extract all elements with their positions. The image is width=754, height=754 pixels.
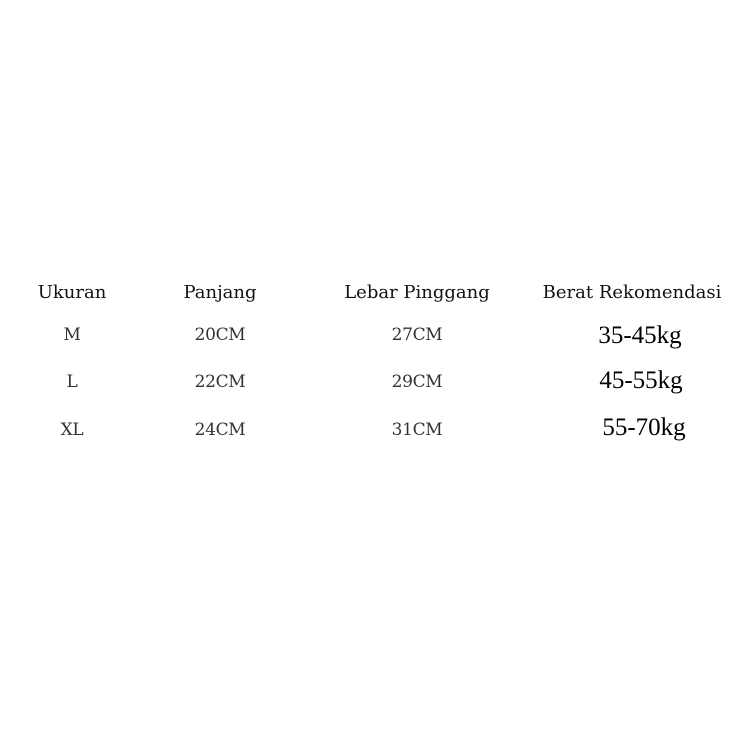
row-xl-waist: 31CM xyxy=(391,420,443,440)
row-m-waist: 27CM xyxy=(391,325,443,345)
header-ukuran: Ukuran xyxy=(37,282,107,303)
header-panjang: Panjang xyxy=(183,282,257,303)
row-l-weight: 45-55kg xyxy=(599,367,683,394)
row-xl-length: 24CM xyxy=(194,420,246,440)
row-xl-size: XL xyxy=(60,420,84,440)
row-m-weight: 35-45kg xyxy=(598,322,682,349)
row-xl-weight: 55-70kg xyxy=(602,414,686,441)
header-lebar-pinggang: Lebar Pinggang xyxy=(344,282,490,303)
row-l-length: 22CM xyxy=(194,372,246,392)
row-m-size: M xyxy=(63,325,81,345)
header-berat-rekomendasi: Berat Rekomendasi xyxy=(542,282,722,303)
row-l-size: L xyxy=(66,372,78,392)
row-m-length: 20CM xyxy=(194,325,246,345)
row-l-waist: 29CM xyxy=(391,372,443,392)
